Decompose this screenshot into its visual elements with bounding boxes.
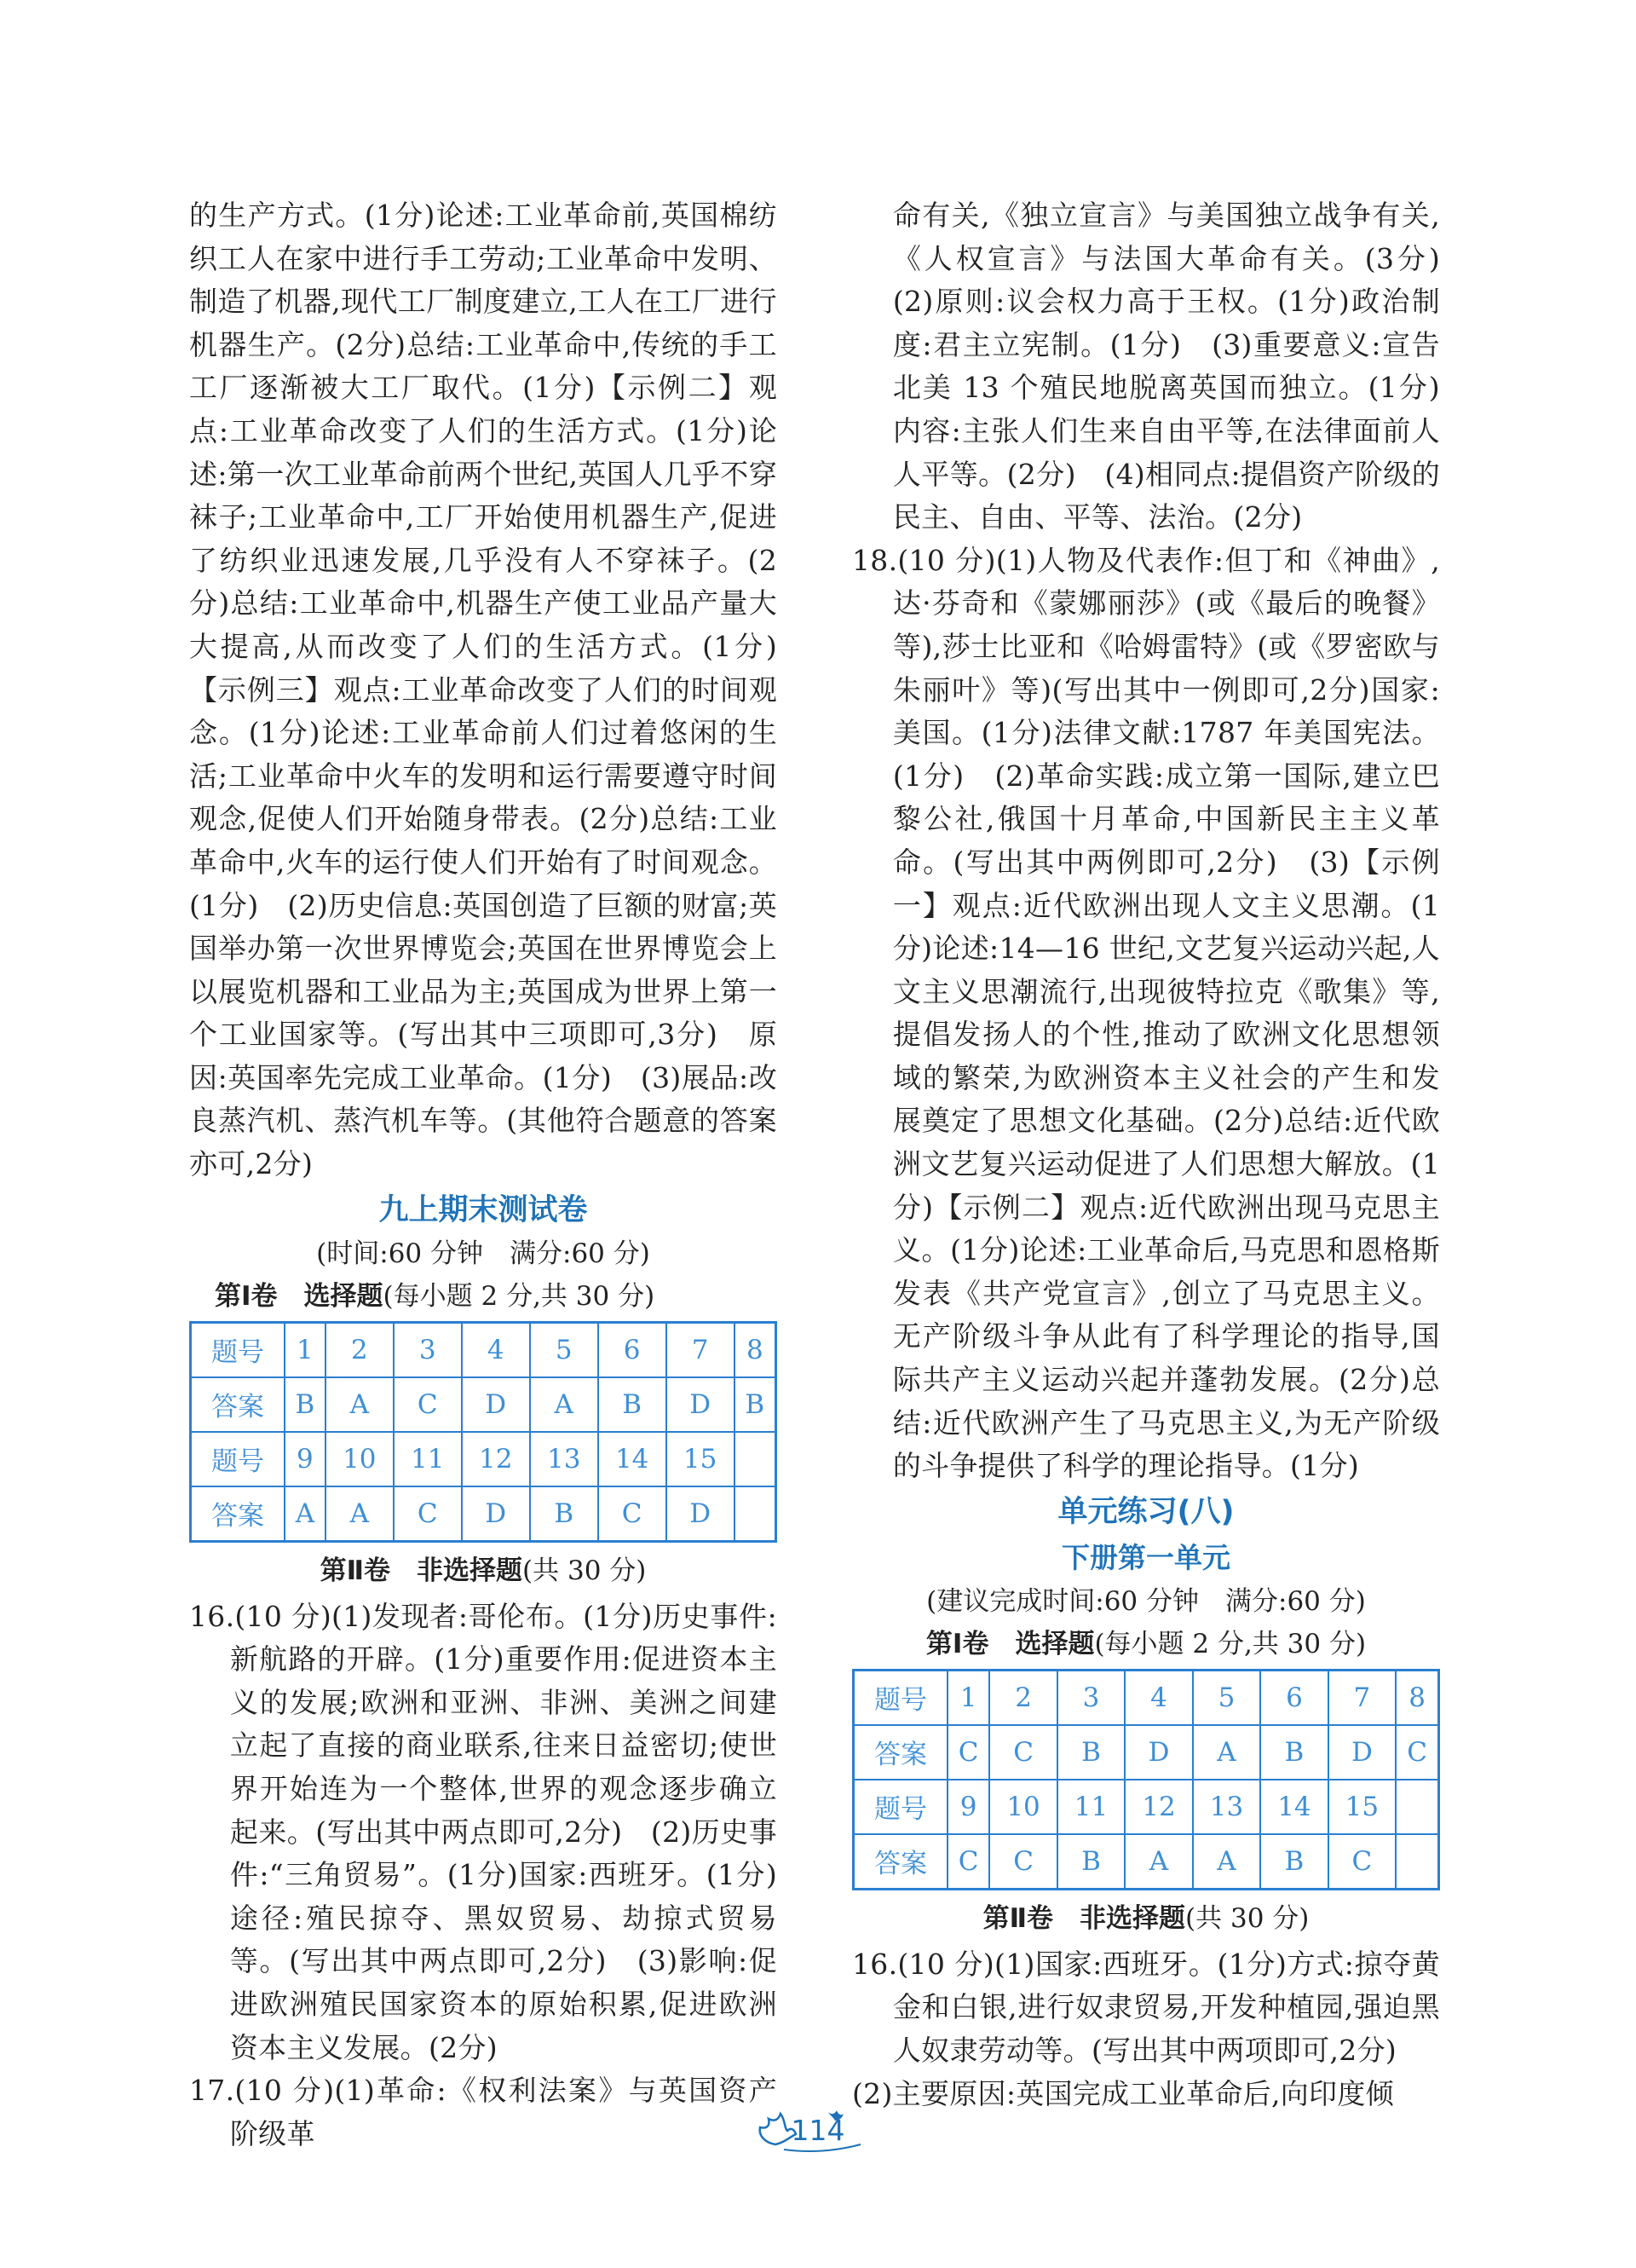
table-row [854,1780,1439,1834]
table-cell [734,1432,776,1486]
table-cell: 3 [394,1322,462,1377]
part2-heading [852,1897,1440,1940]
table-cell: C [394,1486,462,1542]
table-cell: 15 [666,1432,734,1486]
part1-label: 第Ⅰ卷 选择题 [925,1628,1095,1659]
table-cell: A [325,1486,394,1542]
table-cell: A [1193,1725,1260,1780]
page-number-badge [750,2105,886,2156]
table-cell: 10 [989,1780,1057,1834]
question-16-answer: 16.(10 分)(1)发现者:哥伦布。(1分)历史事件:新航路的开辟。(1分)重要作用:促进资本主义的发展;欧洲和亚洲、非洲、美洲之间建立起了直接的商业联系,往来日益密切;使世界开始连为一个整体,世界的观念逐步确立起来。(写出其中两点即可,2分) (2)历史事件:“三角贸易”。(1分)国家:西班牙。(1分)途径:殖民掠夺、黑奴贸易、劫掠式贸易等。(写出其中两点即可,2分) (3)影响:促进欧洲殖民国家资本的原始积累,促进欧洲资本主义发展。(2分) [189,1599,777,2064]
table-cell: 14 [598,1432,666,1486]
part2-note: (共 30 分) [1185,1902,1310,1934]
table-cell: B [1057,1834,1125,1890]
table-cell: A [285,1486,325,1542]
right-column [852,194,1469,2115]
exam-time-info: (时间:60 分钟 满分:60 分) [316,1238,650,1269]
table-cell: B [734,1377,776,1432]
table-cell: 11 [1057,1780,1125,1834]
table-cell: D [666,1486,734,1542]
left-column [189,194,777,2155]
table-cell: D [666,1377,734,1432]
question-17-answer-continued: 命有关,《独立宣言》与美国独立战争有关,《人权宣言》与法国大革命有关。(3分) (2)原则:议会权力高于王权。(1分)政治制度:君主立宪制。(1分) (3)重要意义:宣告北美 13 个殖民地脱离英国而独立。(1分)内容:主张人们生来自由平等,在法律面前人人平等。(2分) (4)相同点:提倡资产阶级的民主、自由、平等、法治。(2分) [892,199,1469,534]
table-cell: 答案 [854,1834,948,1890]
table-row [854,1725,1439,1780]
table-cell: C [989,1834,1057,1890]
table-row [191,1322,776,1377]
table-cell: 15 [1328,1780,1396,1834]
table-cell: 1 [948,1670,989,1725]
table-cell: 13 [1193,1780,1260,1834]
table-cell: 1 [285,1322,325,1377]
table-cell: 14 [1260,1780,1328,1834]
table-cell: 题号 [854,1780,948,1834]
table-cell: 6 [1260,1670,1328,1725]
table-cell: 2 [325,1322,394,1377]
table-cell: B [285,1377,325,1432]
unit-subtitle: 下册第一单元 [1062,1540,1230,1574]
table-cell: 7 [666,1322,734,1377]
table-cell: 8 [1396,1670,1438,1725]
table-cell: 9 [285,1432,325,1486]
table-cell: D [1328,1725,1396,1780]
table-row [191,1486,776,1542]
table-cell: B [598,1377,666,1432]
table-cell: 题号 [854,1670,948,1725]
table-cell: 4 [1125,1670,1192,1725]
table-cell: C [948,1725,989,1780]
question-16-answer: 16.(10 分)(1)国家:西班牙。(1分)方式:掠夺黄金和白银,进行奴隶贸易,开发种植园,强迫黑人奴隶劳动等。(写出其中两项即可,2分) [852,1947,1440,2067]
table-cell: C [989,1725,1057,1780]
table-cell: C [1328,1834,1396,1890]
answer-table-unit [852,1669,1440,1890]
table-cell: A [530,1377,598,1432]
table-cell: 8 [734,1322,776,1377]
part1-note: (每小题 2 分,共 30 分) [383,1280,655,1312]
table-cell: 2 [989,1670,1057,1725]
table-cell: 12 [1125,1780,1192,1834]
question-17-answer-start: 17.(10 分)(1)革命:《权利法案》与英国资产阶级革 [189,2074,777,2150]
table-cell: D [462,1377,530,1432]
page-number: 114 [791,2114,845,2147]
part1-heading [189,1275,777,1318]
table-cell: 13 [530,1432,598,1486]
table-cell: A [1193,1834,1260,1890]
table-row [191,1377,776,1432]
table-cell: B [530,1486,598,1542]
table-cell: 7 [1328,1670,1396,1725]
table-cell [1396,1834,1438,1890]
table-row [854,1834,1439,1890]
table-cell: 答案 [191,1486,285,1542]
table-cell [734,1486,776,1542]
table-cell: 题号 [191,1432,285,1486]
answer-paragraph-continued: 的生产方式。(1分)论述:工业革命前,英国棉纺织工人在家中进行手工劳动;工业革命中发明、制造了机器,现代工厂制度建立,工人在工厂进行机器生产。(2分)总结:工业革命中,传统的手工工厂逐渐被大工厂取代。(1分)【示例二】观点:工业革命改变了人们的生活方式。(1分)论述:第一次工业革命前两个世纪,英国人几乎不穿袜子;工业革命中,工厂开始使用机器生产,促进了纺织业迅速发展,几乎没有人不穿袜子。(2分)总结:工业革命中,机器生产使工业品产量大大提高,从而改变了人们的生活方式。(1分)【示例三】观点:工业革命改变了人们的时间观念。(1分)论述:工业革命前人们过着悠闲的生活;工业革命中火车的发明和运行需要遵守时间观念,促使人们开始随身带表。(2分)总结:工业革命中,火车的运行使人们开始有了时间观念。(1分) (2)历史信息:英国创造了巨额的财富;英国举办第一次世界博览会;英国在世界博览会上以展览机器和工业品为主;英国成为世界上第一个工业国家等。(写出其中三项即可,3分) 原因:英国率先完成工业革命。(1分) (3)展品:改良蒸汽机、蒸汽机车等。(其他符合题意的答案亦可,2分) [189,199,777,1181]
table-cell: 11 [394,1432,462,1486]
table-cell: 5 [1193,1670,1260,1725]
part1-label: 第Ⅰ卷 选择题 [215,1280,383,1312]
part1-note: (每小题 2 分,共 30 分) [1094,1628,1367,1659]
table-cell: 6 [598,1322,666,1377]
table-cell: 12 [462,1432,530,1486]
table-cell: 3 [1057,1670,1125,1725]
table-cell: A [325,1377,394,1432]
question-18-answer: 18.(10 分)(1)人物及代表作:但丁和《神曲》,达·芬奇和《蒙娜丽莎》(或《最后的晚餐》等),莎士比亚和《哈姆雷特》(或《罗密欧与朱丽叶》等)(写出其中一例即可,2分)国家:美国。(1分)法律文献:1787 年美国宪法。(1分) (2)革命实践:成立第一国际,建立巴黎公社,俄国十月革命,中国新民主主义革命。(写出其中两例即可,2分) (3)【示例一】观点:近代欧洲出现人文主义思潮。(1分)论述:14—16 世纪,文艺复兴运动兴起,人文主义思潮流行,出现彼特拉克《歌集》等,提倡发扬人的个性,推动了欧洲文化思想领域的繁荣,为欧洲资本主义社会的产生和发展奠定了思想文化基础。(2分)总结:近代欧洲文艺复兴运动促进了人们思想大解放。(1分)【示例二】观点:近代欧洲出现马克思主义。(1分)论述:工业革命后,马克思和恩格斯发表《共产党宣言》,创立了马克思主义。无产阶级斗争从此有了科学理论的指导,国际共产主义运动兴起并蓬勃发展。(2分)总结:近代欧洲产生了马克思主义,为无产阶级的斗争提供了科学的理论指导。(1分) [852,543,1440,1483]
table-cell: B [1057,1725,1125,1780]
table-cell: 答案 [191,1377,285,1432]
table-cell: 4 [462,1322,530,1377]
table-cell: 题号 [191,1322,285,1377]
table-row [191,1432,776,1486]
part2-label: 第Ⅱ卷 非选择题 [982,1902,1186,1934]
part2-label: 第Ⅱ卷 非选择题 [320,1555,523,1586]
table-cell: B [1260,1834,1328,1890]
unit-time-info: (建议完成时间:60 分钟 满分:60 分) [926,1585,1366,1617]
table-cell: D [462,1486,530,1542]
table-cell: 9 [948,1780,989,1834]
table-cell: 答案 [854,1725,948,1780]
table-cell: A [1125,1834,1192,1890]
part1-heading [852,1623,1440,1665]
table-cell [1396,1780,1438,1834]
table-cell: C [394,1377,462,1432]
table-cell: C [1396,1725,1438,1780]
part2-heading [189,1550,777,1592]
answer-table-exam [189,1321,777,1543]
table-row [854,1670,1439,1725]
part2-note: (共 30 分) [522,1555,647,1586]
table-cell: 5 [530,1322,598,1377]
unit-title: 单元练习(八) [1057,1494,1235,1529]
table-cell: 10 [325,1432,394,1486]
table-cell: D [1125,1725,1192,1780]
table-cell: B [1260,1725,1328,1780]
table-cell: C [948,1834,989,1890]
table-cell: C [598,1486,666,1542]
question-16-answer-continued: (2)主要原因:英国完成工业革命后,向印度倾 [852,2076,1394,2110]
exam-title: 九上期末测试卷 [378,1192,588,1227]
